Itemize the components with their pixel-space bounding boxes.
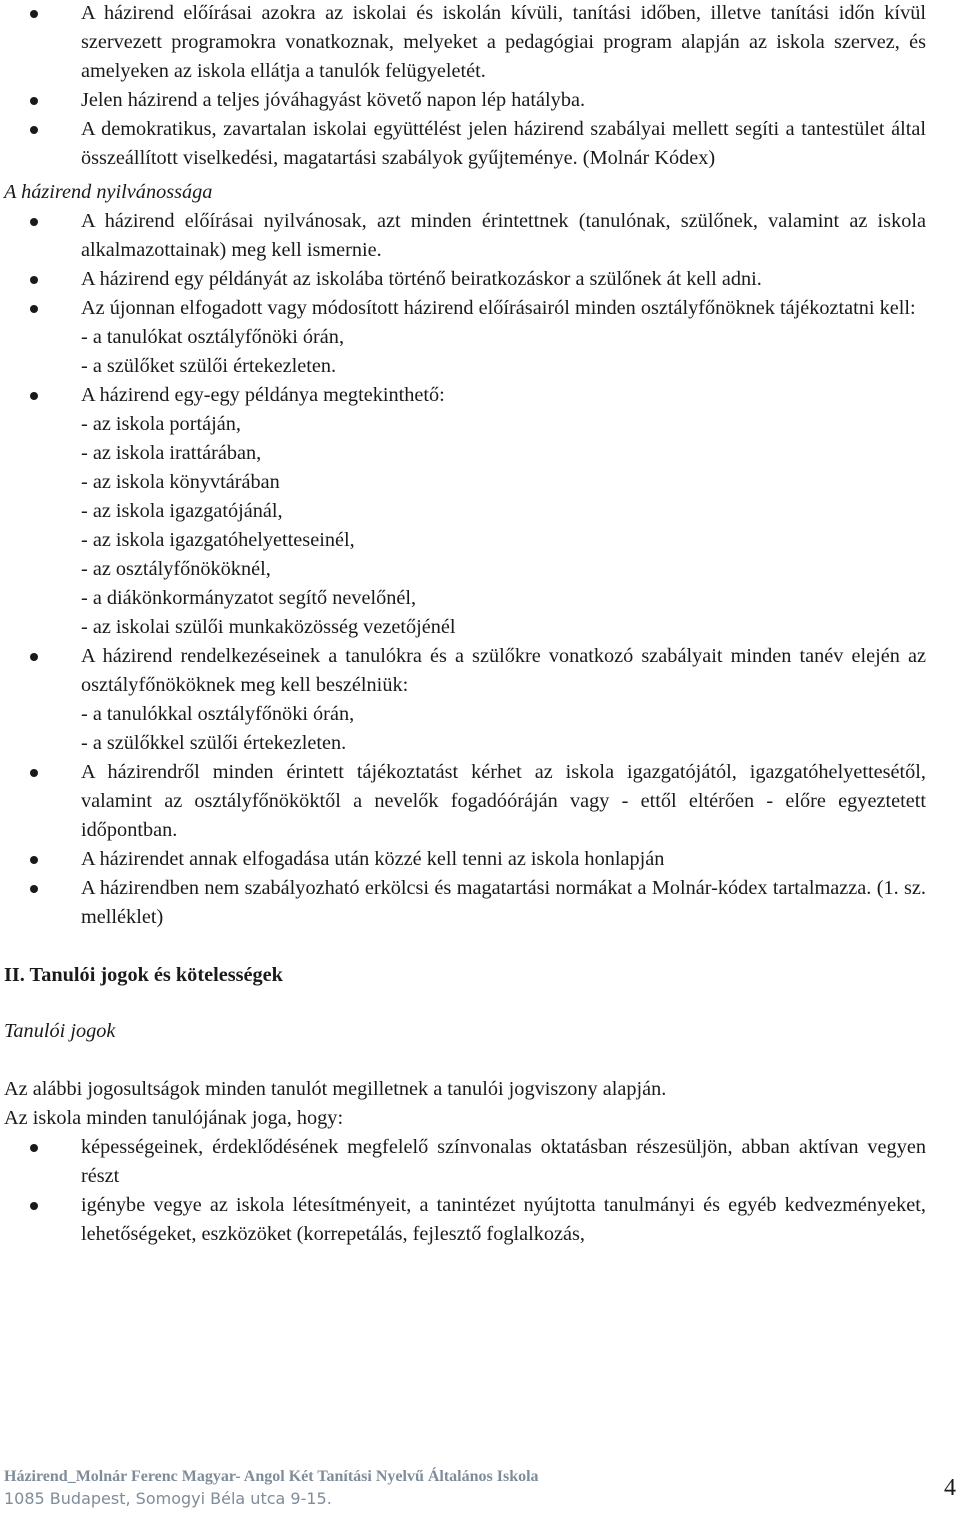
- list-item-text: A házirend egy-egy példánya megtekinthető:: [81, 384, 445, 406]
- publicity-bullet-list: [4, 207, 926, 932]
- sub-item: - a diákönkormányzatot segítő nevelőnél,: [81, 587, 417, 609]
- list-item: A házirendben nem szabályozható erkölcsi és magatartási normákat a Molnár-kódex tartalmazza. (1. sz. melléklet): [4, 874, 926, 932]
- list-item-text: A házirend rendelkezéseinek a tanulókra és a szülőkre vonatkozó szabályait minden tanév elején az osztályfőnököknek meg kell beszélniük:: [81, 645, 926, 696]
- sub-item: - a szülőkkel szülői értekezleten.: [81, 732, 347, 754]
- sub-item: - a tanulókkal osztályfőnöki órán,: [81, 703, 355, 725]
- list-item: [4, 642, 926, 758]
- footer-address: 1085 Budapest, Somogyi Béla utca 9-15.: [4, 1489, 332, 1508]
- sub-item: - az osztályfőnököknél,: [81, 558, 271, 580]
- page-number: 4: [944, 1475, 956, 1501]
- section-title: II. Tanulói jogok és kötelességek: [4, 964, 283, 986]
- list-item: A házirend egy példányát az iskolába történő beiratkozáskor a szülőnek át kell adni.: [4, 265, 926, 294]
- list-item: igénybe vegye az iskola létesítményeit, a tanintézet nyújtotta tanulmányi és egyéb kedvezményeket, lehetőségeket, eszközöket (korrepetálás, fejlesztő foglalkozás,: [4, 1191, 926, 1249]
- list-item: A házirend előírásai nyilvánosak, azt minden érintettnek (tanulónak, szülőnek, valamint az iskola alkalmazottainak) meg kell ismernie.: [4, 207, 926, 265]
- list-item: képességeinek, érdeklődésének megfelelő színvonalas oktatásban részesüljön, abban aktívan vegyen részt: [4, 1133, 926, 1191]
- paragraph: Az iskola minden tanulójának joga, hogy:: [4, 1107, 344, 1129]
- paragraph: Az alábbi jogosultságok minden tanulót megilletnek a tanulói jogviszony alapján.: [4, 1078, 667, 1100]
- sub-item: - a szülőket szülői értekezleten.: [81, 355, 337, 377]
- list-item: A házirend előírásai azokra az iskolai és iskolán kívüli, tanítási időben, illetve tanítási időn kívül szervezett programokra vonatkoznak, melyeket a pedagógiai program alapján az iskola szervez, és amelyeken az iskola ellátja a tanulók felügyeletét.: [4, 0, 926, 86]
- rights-bullet-list: [4, 1133, 926, 1249]
- list-item: [4, 294, 926, 381]
- page-content: [4, 0, 926, 1249]
- list-item-text: Az újonnan elfogadott vagy módosított házirend előírásairól minden osztályfőnöknek tájékoztatni kell:: [81, 297, 916, 319]
- intro-bullet-list: [4, 0, 926, 173]
- sub-item: - az iskola könyvtárában: [81, 471, 280, 493]
- sub-item: - az iskola igazgatójánál,: [81, 500, 283, 522]
- list-item: [4, 381, 926, 642]
- section-subheading: Tanulói jogok: [4, 1020, 116, 1042]
- list-item: A házirendről minden érintett tájékoztatást kérhet az iskola igazgatójától, igazgatóhelyettesétől, valamint az osztályfőnököktől a nevelők fogadóóráján vagy - ettől eltérően - előre egyeztetett időpontban.: [4, 758, 926, 845]
- footer-school-name: Házirend_Molnár Ferenc Magyar- Angol Két Tanítási Nyelvű Általános Iskola: [4, 1468, 539, 1485]
- list-item: A demokratikus, zavartalan iskolai együttélést jelen házirend szabályai mellett segíti a tantestület által összeállított viselkedési, magatartási szabályok gyűjteménye. (Molnár Kódex): [4, 115, 926, 173]
- sub-item: - az iskola igazgatóhelyetteseinél,: [81, 529, 355, 551]
- list-item: Jelen házirend a teljes jóváhagyást követő napon lép hatályba.: [4, 86, 926, 115]
- list-item: A házirendet annak elfogadása után közzé kell tenni az iskola honlapján: [4, 845, 926, 874]
- page-footer: [4, 1466, 956, 1510]
- sub-item: - az iskolai szülői munkaközösség vezetőjénél: [81, 616, 456, 638]
- publicity-heading: A házirend nyilvánossága: [4, 181, 213, 203]
- sub-item: - a tanulókat osztályfőnöki órán,: [81, 326, 345, 348]
- sub-item: - az iskola irattárában,: [81, 442, 262, 464]
- sub-item: - az iskola portáján,: [81, 413, 241, 435]
